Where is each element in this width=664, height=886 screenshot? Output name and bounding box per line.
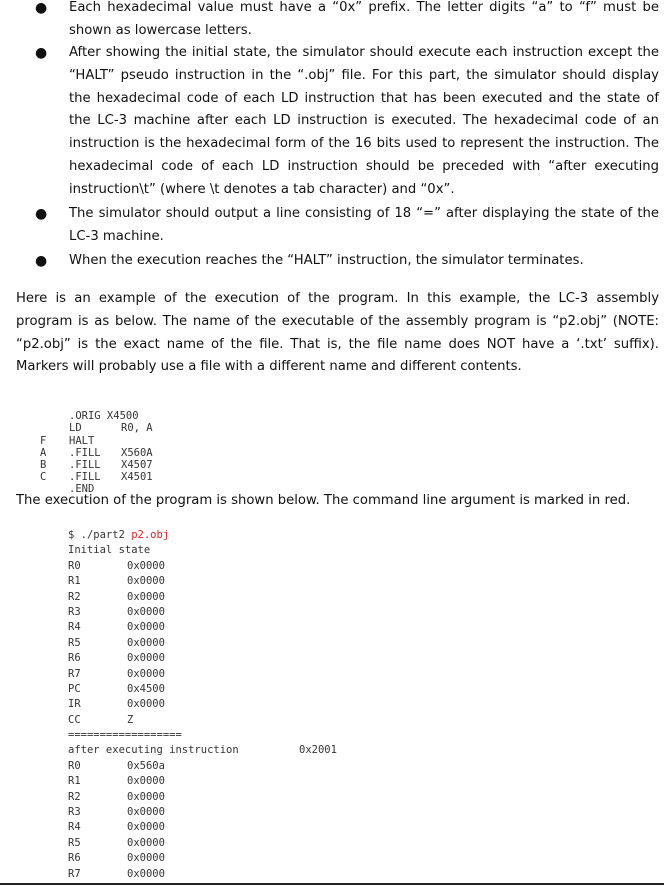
bullet-dot-icon: ●	[35, 45, 48, 61]
register-row: R5 0x0000	[68, 836, 165, 849]
bullet-text: After showing the initial state, the simulator should execute each instruction except the “HALT” pseudo instruction in the “.obj” file. For this part, the simulator should display the hexadecimal code of each LD instruction that has been executed and the state of the LC-3 machine after each LD instruction is executed. The hexadecimal code of an instruction is the hexadecimal form of the 16 bits used to represent the instruction. The hexadecimal code of each LD instruction should be preceded with “after executing instruction\t” (where \t denotes a tab character) and “0x”.	[69, 45, 659, 197]
command-argument: p2.obj	[131, 529, 170, 541]
assembly-listing	[40, 398, 153, 496]
register-row: R6 0x0000	[68, 852, 165, 865]
register-row: R3 0x0000	[68, 605, 165, 618]
assembly-line: B .FILL X4507	[40, 458, 153, 471]
register-row: R7 0x0000	[68, 867, 165, 880]
separator-line: ==================	[68, 729, 182, 742]
register-row: R4 0x0000	[68, 821, 165, 834]
bullet-dot-icon: ●	[35, 253, 48, 269]
register-row: R1 0x0000	[68, 575, 165, 588]
assembly-line: .END	[69, 483, 95, 496]
execution-output	[68, 528, 337, 882]
bullet-text: When the execution reaches the “HALT” instruction, the simulator terminates.	[69, 253, 584, 268]
register-row: R5 0x0000	[68, 636, 165, 649]
instruction-hex-code: 0x2001	[299, 744, 337, 757]
register-row: R0 0x0000	[68, 559, 165, 572]
bullet-text: Each hexadecimal value must have a “0x” prefix. The letter digits “a” to “f” must be shown as lowercase letters.	[69, 0, 659, 38]
assembly-line: .ORIG X4500	[69, 410, 139, 423]
command-line: $ ./part2 p2.obj	[68, 529, 170, 541]
page-bottom-border	[0, 883, 664, 885]
bullet-dot-icon: ●	[35, 0, 48, 16]
bullet-dot-icon: ●	[35, 206, 48, 222]
example-intro-paragraph: Here is an example of the execution of the program. In this example, the LC-3 assembly program is as below. The name of the executable of the assembly program is “p2.obj” (NOTE: “p2.obj” is the exact name of the file. That is, the file name does NOT have a ‘.txt’ suffix). Markers will probably use a file with a different name and different contents.	[16, 291, 659, 375]
assembly-line: F HALT	[40, 434, 95, 447]
execution-intro-paragraph: The execution of the program is shown below. The command line argument is marked in red.	[16, 493, 631, 508]
assembly-line: C .FILL X4501	[40, 471, 153, 484]
assembly-line: A .FILL X560A	[40, 446, 153, 459]
register-row: R1 0x0000	[68, 775, 165, 788]
after-executing-line: after executing instruction 0x2001	[68, 743, 182, 758]
register-row: PC 0x4500	[68, 682, 165, 695]
register-row: R2 0x0000	[68, 590, 165, 603]
register-row: IR 0x0000	[68, 698, 165, 711]
register-row: R7 0x0000	[68, 667, 165, 680]
register-row: R3 0x0000	[68, 806, 165, 819]
register-row: R2 0x0000	[68, 790, 165, 803]
initial-state-label: Initial state	[68, 544, 151, 557]
register-row: R0 0x560a	[68, 759, 165, 772]
register-row: CC Z	[68, 713, 134, 726]
bullet-text: The simulator should output a line consisting of 18 “=” after displaying the state of the LC-3 machine.	[69, 206, 659, 244]
register-row: R4 0x0000	[68, 621, 165, 634]
assembly-line: LD R0, A	[69, 422, 153, 435]
register-row: R6 0x0000	[68, 652, 165, 665]
